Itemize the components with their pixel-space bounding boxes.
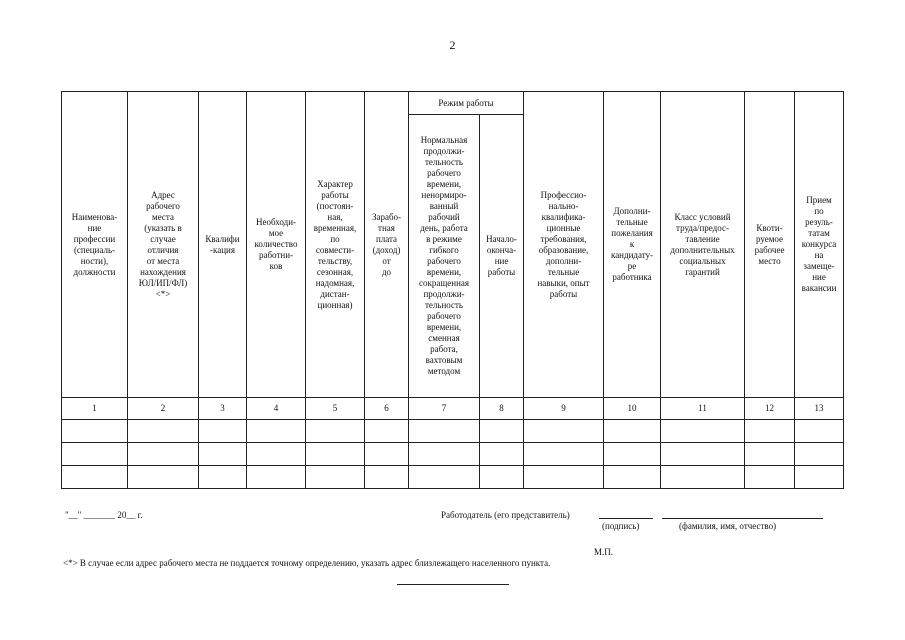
table-cell[interactable] (306, 443, 365, 466)
column-number: 12 (745, 398, 795, 420)
col-header: Наименова- ние профессии (специаль- ности), должности (62, 92, 128, 398)
table-cell[interactable] (128, 420, 199, 443)
signature-line[interactable] (599, 518, 653, 519)
table-cell[interactable] (661, 466, 745, 489)
table-cell[interactable] (199, 466, 247, 489)
table-cell[interactable] (365, 466, 409, 489)
col-header: Начало- оконча- ние работы (480, 115, 524, 398)
column-number: 6 (365, 398, 409, 420)
name-caption: (фамилия, имя, отчество) (679, 521, 777, 531)
table-cell[interactable] (365, 443, 409, 466)
column-number: 1 (62, 398, 128, 420)
col-header: Дополни- тельные пожелания к кандидату- ре работника (604, 92, 661, 398)
table-cell[interactable] (480, 466, 524, 489)
col-header: Зарабо- тная плата (доход) от до (365, 92, 409, 398)
col-header: Необходи- мое количество работни- ков (247, 92, 306, 398)
col-header: Профессио- нально- квалифика- ционные требования, образование, дополни- тельные навыки, опыт работы (524, 92, 604, 398)
column-number: 2 (128, 398, 199, 420)
separator-line (397, 584, 509, 585)
column-number: 11 (661, 398, 745, 420)
col-header: Нормальная продолжи- тельность рабочего времени, ненормиро- ванный рабочий день, работа в режиме гибкого рабочего времени, сокращенная продолжи- тельность рабочего времени, сменная работа, вахтовым методом (409, 115, 480, 398)
column-number: 5 (306, 398, 365, 420)
table-cell[interactable] (306, 466, 365, 489)
column-number: 3 (199, 398, 247, 420)
col-header: Адрес рабочего места (указать в случае отличия от места нахождения ЮЛ/ИП/ФЛ) <*> (128, 92, 199, 398)
header-row-top (62, 92, 844, 115)
table-cell[interactable] (247, 466, 306, 489)
seal-label: М.П. (594, 547, 614, 557)
table-cell[interactable] (62, 420, 128, 443)
column-number: 10 (604, 398, 661, 420)
col-header: Квоти- руемое рабочее место (745, 92, 795, 398)
table-cell[interactable] (247, 443, 306, 466)
date-line: "__" _______ 20__ г. (65, 510, 143, 520)
page-number: 2 (449, 38, 456, 52)
vacancy-table (61, 91, 844, 489)
col-header: Класс условий труда/предос- тавление дополнительных социальных гарантий (661, 92, 745, 398)
table-cell[interactable] (62, 443, 128, 466)
table-cell[interactable] (524, 420, 604, 443)
table-cell[interactable] (661, 443, 745, 466)
table-cell[interactable] (128, 443, 199, 466)
table-cell[interactable] (604, 420, 661, 443)
table-cell[interactable] (306, 420, 365, 443)
table-row (62, 466, 844, 489)
table-cell[interactable] (795, 466, 844, 489)
column-number: 9 (524, 398, 604, 420)
col-header: Прием по резуль- татам конкурса на замеще- ние вакансии (795, 92, 844, 398)
table-row (62, 420, 844, 443)
name-line[interactable] (662, 518, 823, 519)
table-cell[interactable] (409, 466, 480, 489)
column-number: 4 (247, 398, 306, 420)
table-cell[interactable] (199, 420, 247, 443)
signature-caption: (подпись) (602, 521, 640, 531)
column-number: 7 (409, 398, 480, 420)
table-cell[interactable] (795, 443, 844, 466)
employer-label: Работодатель (его представитель) (441, 510, 570, 520)
table-cell[interactable] (247, 420, 306, 443)
table-cell[interactable] (795, 420, 844, 443)
table-cell[interactable] (365, 420, 409, 443)
table-cell[interactable] (480, 443, 524, 466)
table-cell[interactable] (604, 443, 661, 466)
table-cell[interactable] (745, 420, 795, 443)
table-row (62, 443, 844, 466)
column-number: 13 (795, 398, 844, 420)
table-cell[interactable] (128, 466, 199, 489)
table-cell[interactable] (409, 420, 480, 443)
table-cell[interactable] (62, 466, 128, 489)
col-header: Квалифи -кация (199, 92, 247, 398)
column-number-row (62, 398, 844, 420)
table-cell[interactable] (524, 443, 604, 466)
table-cell[interactable] (745, 466, 795, 489)
table-cell[interactable] (409, 443, 480, 466)
table-cell[interactable] (745, 443, 795, 466)
table-cell[interactable] (524, 466, 604, 489)
table-cell[interactable] (199, 443, 247, 466)
table-cell[interactable] (480, 420, 524, 443)
col-header: Характер работы (постоян- ная, временная, по совмести- тельству, сезонная, надомная, дистан- ционная) (306, 92, 365, 398)
table-cell[interactable] (604, 466, 661, 489)
table-cell[interactable] (661, 420, 745, 443)
group-header-work-regime: Режим работы (409, 92, 524, 115)
footnote: <*> В случае если адрес рабочего места не поддается точному определению, указать адрес близлежащего населенного пункта. (63, 558, 551, 568)
column-number: 8 (480, 398, 524, 420)
